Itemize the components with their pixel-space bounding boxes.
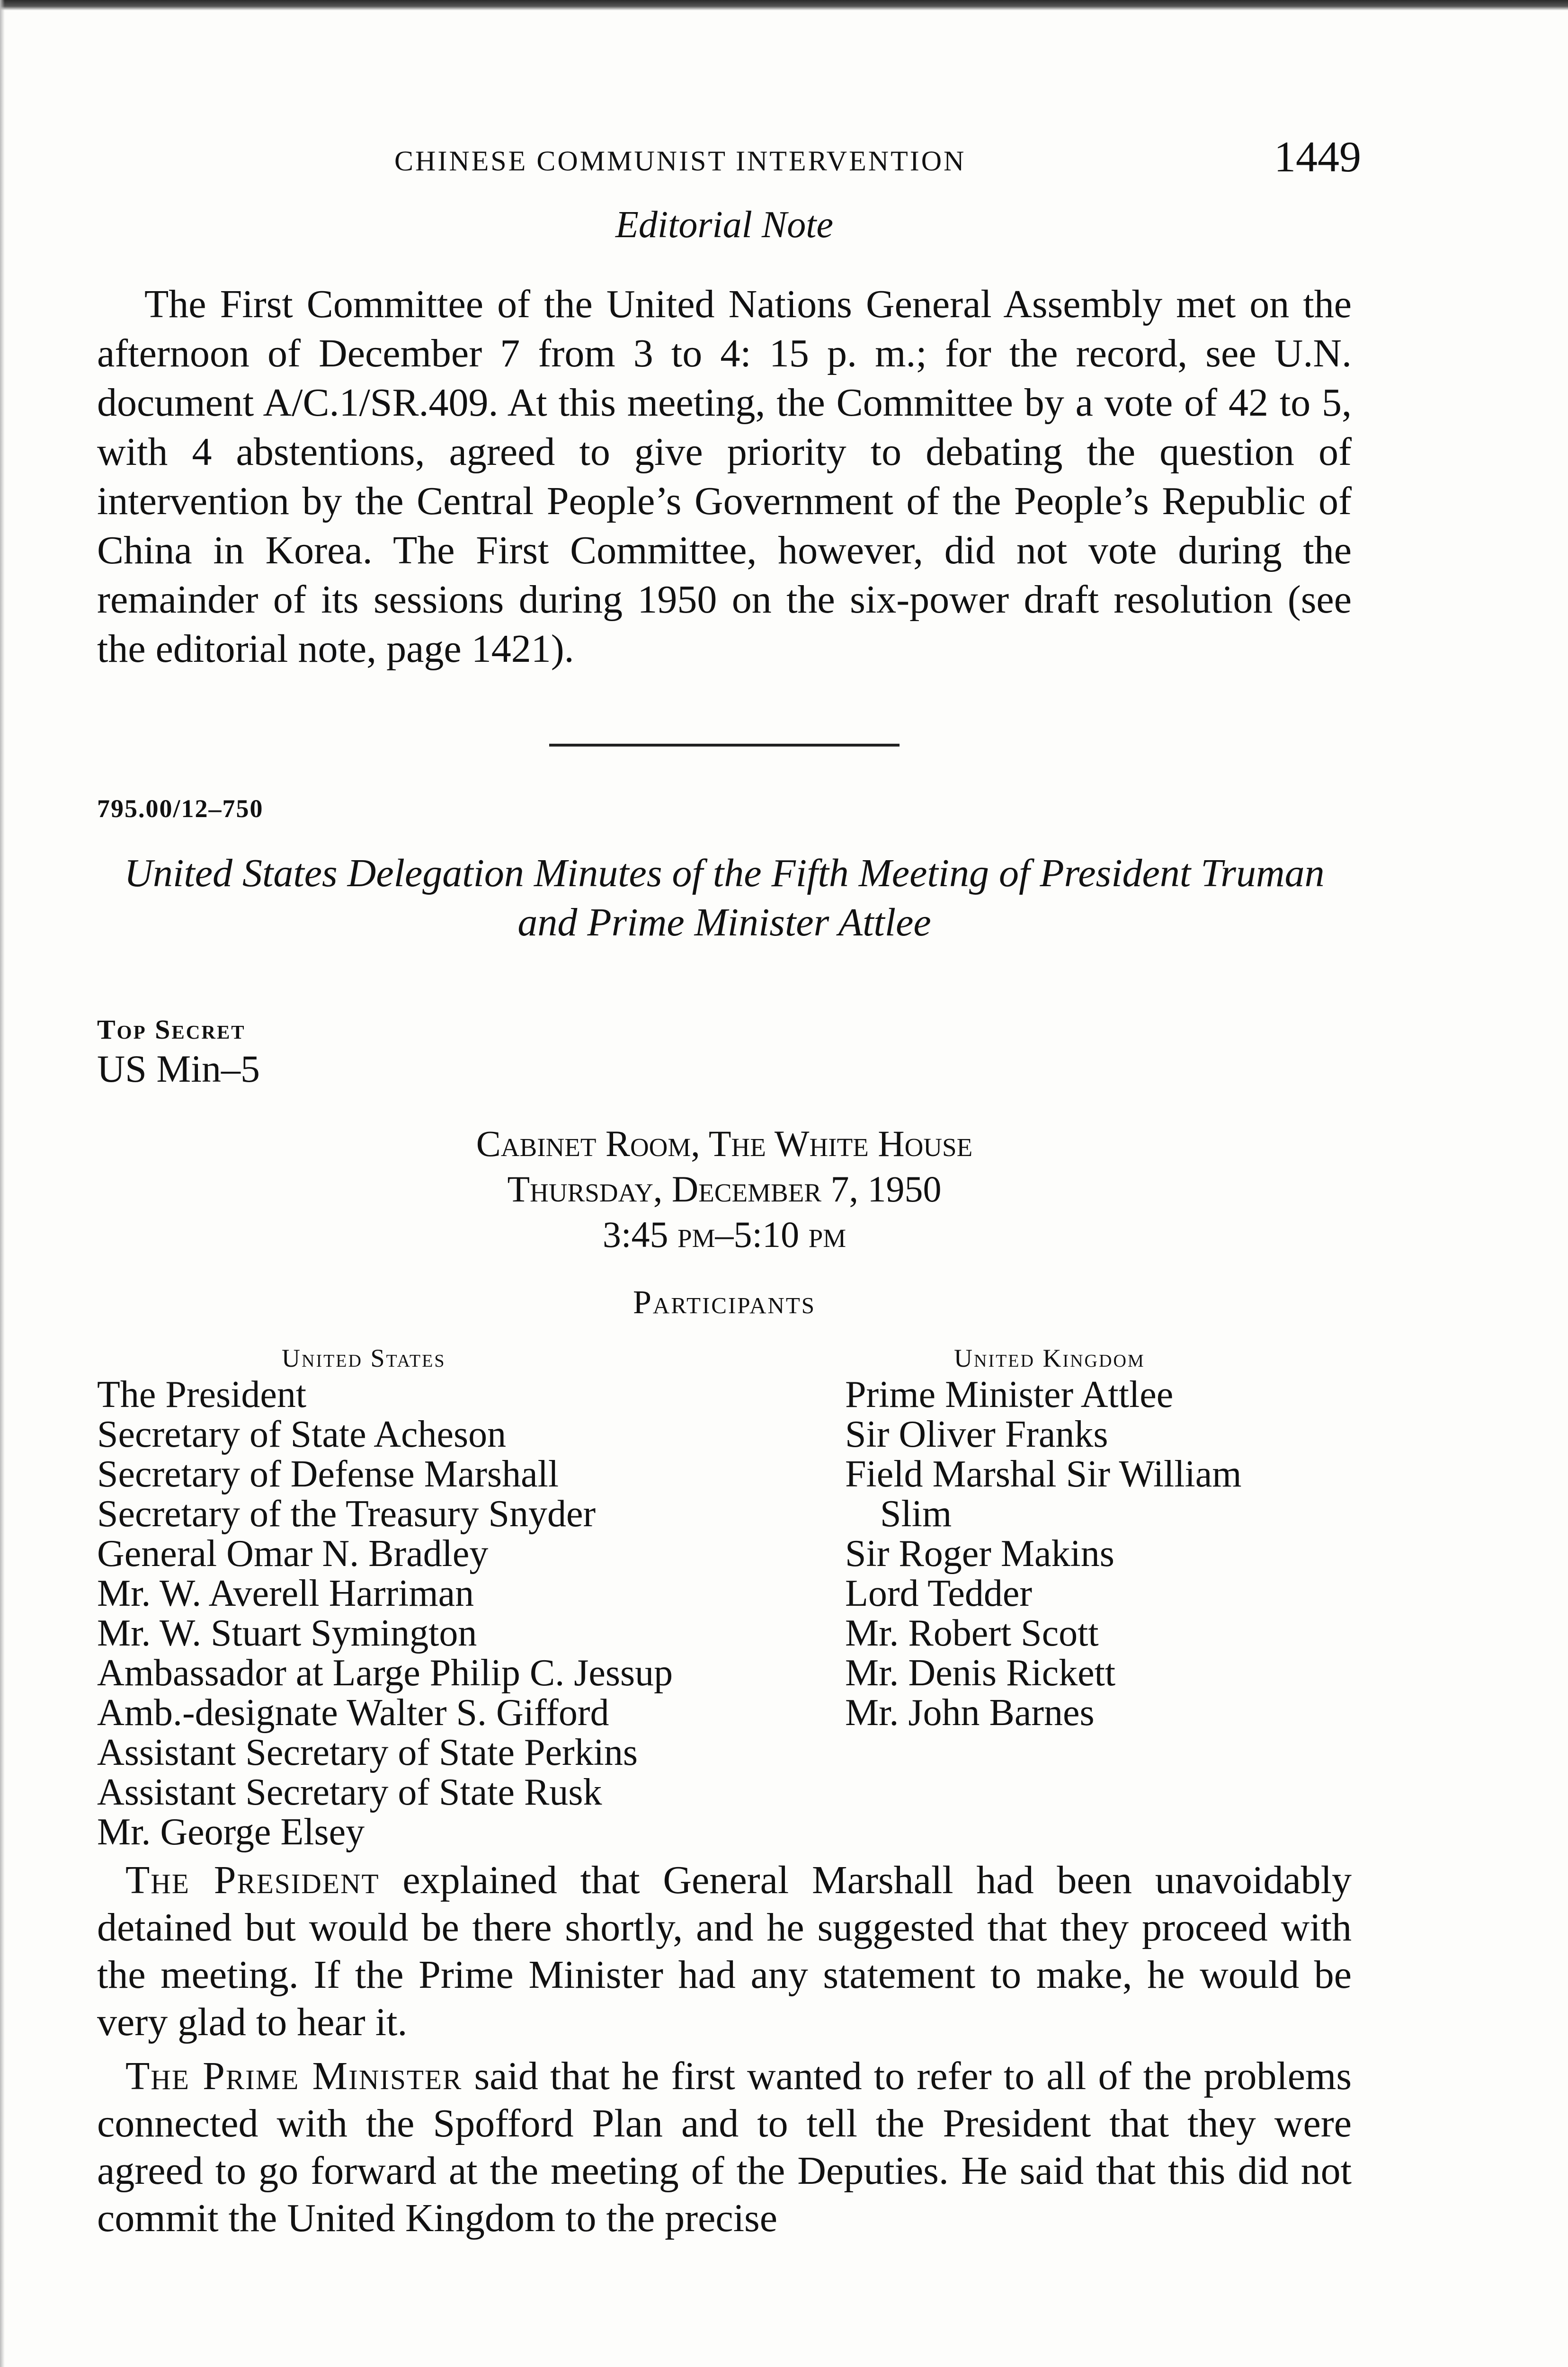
meeting-info <box>97 1121 1352 1257</box>
participant-continuation <box>845 1494 1366 1534</box>
participant: Sir Oliver Franks <box>845 1414 1108 1455</box>
participant: Secretary of State Acheson <box>97 1414 507 1455</box>
document-page <box>97 128 1361 2242</box>
participant: Lord Tedder <box>845 1573 1032 1614</box>
participant: Secretary of the Treasury Snyder <box>97 1493 596 1535</box>
participant: Mr. Denis Rickett <box>845 1652 1116 1694</box>
participant-name-continued: Slim <box>880 1493 952 1535</box>
participant: Amb.-designate Walter S. Gifford <box>97 1692 609 1734</box>
classification-label: Top Secret <box>97 1014 246 1045</box>
file-number: 795.00/12–750 <box>97 794 264 823</box>
participant: Mr. W. Stuart Symington <box>97 1612 477 1654</box>
scan-edge <box>0 0 5 2367</box>
speaker-name: The Prime Minister <box>125 2054 463 2098</box>
uk-participants <box>845 1344 1366 1733</box>
participant: Sir Roger Makins <box>845 1533 1114 1575</box>
editorial-note-title: Editorial Note <box>615 204 833 246</box>
participants-list <box>97 1344 1352 1853</box>
participant: Prime Minister Attlee <box>845 1374 1174 1415</box>
participant: Mr. Robert Scott <box>845 1612 1099 1654</box>
participant: Assistant Secretary of State Rusk <box>97 1771 602 1813</box>
body-paragraph <box>97 2053 1352 2242</box>
paragraph-text: said that he first wanted to refer to all of the problems connected with the Spofford Plan and to tell the President that they were agreed to go forward at the meeting of the Deputies. He said that this did not commit the United Kingdom to the precise <box>97 2054 1352 2240</box>
section-divider <box>549 744 900 747</box>
speaker-name: The President <box>125 1858 380 1902</box>
paragraph-text: explained that General Marshall had been unavoidably detained but would be there shortly, and he suggested that they proceed with the meeting. If the Prime Minister had any statement to make, he would be very glad to hear it. <box>97 1858 1352 2044</box>
us-heading: United States <box>282 1344 446 1372</box>
participant: Assistant Secretary of State Perkins <box>97 1732 638 1773</box>
us-participants <box>97 1344 807 1852</box>
page-number: 1449 <box>1274 133 1361 181</box>
uk-member-list <box>845 1375 1366 1733</box>
participant: Mr. John Barnes <box>845 1692 1095 1734</box>
document-id: US Min–5 <box>97 1047 260 1090</box>
editorial-note-body: The First Committee of the United Nations General Assembly met on the afternoon of December 7 from 3 to 4: 15 p. m.; for the record, see U.N. document A/C.1/SR.409. At this meeting, the Committee by a vote of 42 to 5, with 4 abstentions, agreed to give priority to debating the question of intervention by the Central People’s Government of the People’s Republic of China in Korea. The First Committee, however, did not vote during the remainder of its sessions during 1950 on the six-power draft resolution (see the editorial note, page 1421). <box>97 282 1352 671</box>
meeting-location: Cabinet Room, The White House <box>476 1123 973 1164</box>
participant: General Omar N. Bradley <box>97 1533 489 1575</box>
participant: Mr. George Elsey <box>97 1811 365 1853</box>
scan-border <box>0 0 1568 10</box>
meeting-date: Thursday, December 7, 1950 <box>507 1168 942 1210</box>
participant: Field Marshal Sir William <box>845 1453 1242 1495</box>
participant: Secretary of Defense Marshall <box>97 1453 559 1495</box>
us-member-list <box>97 1375 807 1852</box>
meeting-time: 3:45 pm–5:10 pm <box>602 1214 846 1255</box>
uk-heading: United Kingdom <box>954 1344 1145 1372</box>
participant: The President <box>97 1374 307 1415</box>
document-title: United States Delegation Minutes of the Fifth Meeting of President Truman and Prime Minister Attlee <box>124 851 1325 944</box>
participant: Mr. W. Averell Harriman <box>97 1573 474 1614</box>
participant: Ambassador at Large Philip C. Jessup <box>97 1652 673 1694</box>
participants-heading: Participants <box>633 1284 816 1321</box>
body-paragraph <box>97 1857 1352 2046</box>
running-title: CHINESE COMMUNIST INTERVENTION <box>394 145 966 177</box>
running-head <box>97 128 1361 185</box>
